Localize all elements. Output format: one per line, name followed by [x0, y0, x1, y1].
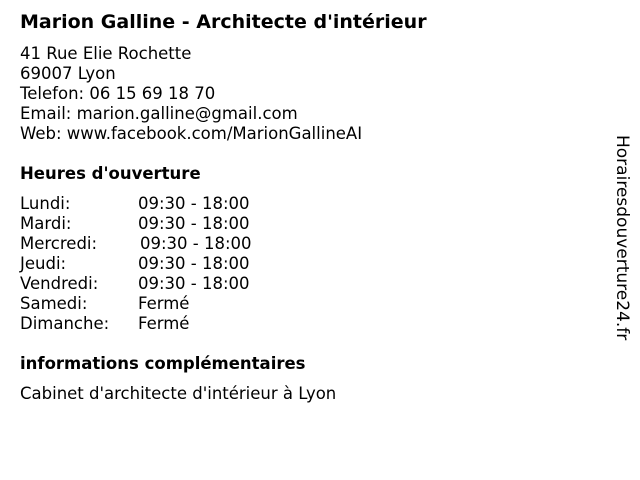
- address-street: 41 Rue Elie Rochette: [20, 44, 192, 63]
- time-value: 09:30 - 18:00: [140, 234, 252, 253]
- day-label: Lundi:: [20, 194, 71, 213]
- time-value: 09:30 - 18:00: [138, 254, 250, 273]
- hours-row-sunday: [20, 314, 320, 334]
- hours-row-friday: [20, 274, 320, 294]
- hours-row-thursday: [20, 254, 320, 274]
- day-label: Vendredi:: [20, 274, 99, 293]
- time-value: Fermé: [138, 314, 190, 333]
- additional-info-text: Cabinet d'architecte d'intérieur à Lyon: [20, 384, 337, 403]
- time-value: 09:30 - 18:00: [138, 194, 250, 213]
- contact-block: [20, 44, 362, 144]
- day-label: Dimanche:: [20, 314, 110, 333]
- opening-hours-table: [20, 194, 320, 334]
- hours-row-saturday: [20, 294, 320, 314]
- website-line: Web: www.facebook.com/MarionGallineAI: [20, 124, 363, 143]
- time-value: 09:30 - 18:00: [138, 214, 250, 233]
- phone-line: Telefon: 06 15 69 18 70: [20, 84, 216, 103]
- email-line: Email: marion.galline@gmail.com: [20, 104, 298, 123]
- day-label: Samedi:: [20, 294, 88, 313]
- business-title: Marion Galline - Architecte d'intérieur: [20, 11, 427, 33]
- site-watermark: Horairesdouverture24.fr: [612, 135, 632, 341]
- address-city: 69007 Lyon: [20, 64, 116, 83]
- day-label: Mardi:: [20, 214, 72, 233]
- hours-row-monday: [20, 194, 320, 214]
- hours-row-tuesday: [20, 214, 320, 234]
- time-value: 09:30 - 18:00: [138, 274, 250, 293]
- day-label: Jeudi:: [20, 254, 67, 273]
- opening-hours-heading: Heures d'ouverture: [20, 164, 201, 183]
- day-label: Mercredi:: [20, 234, 98, 253]
- time-value: Fermé: [138, 294, 190, 313]
- hours-row-wednesday: [20, 234, 320, 254]
- additional-info-heading: informations complémentaires: [20, 354, 306, 373]
